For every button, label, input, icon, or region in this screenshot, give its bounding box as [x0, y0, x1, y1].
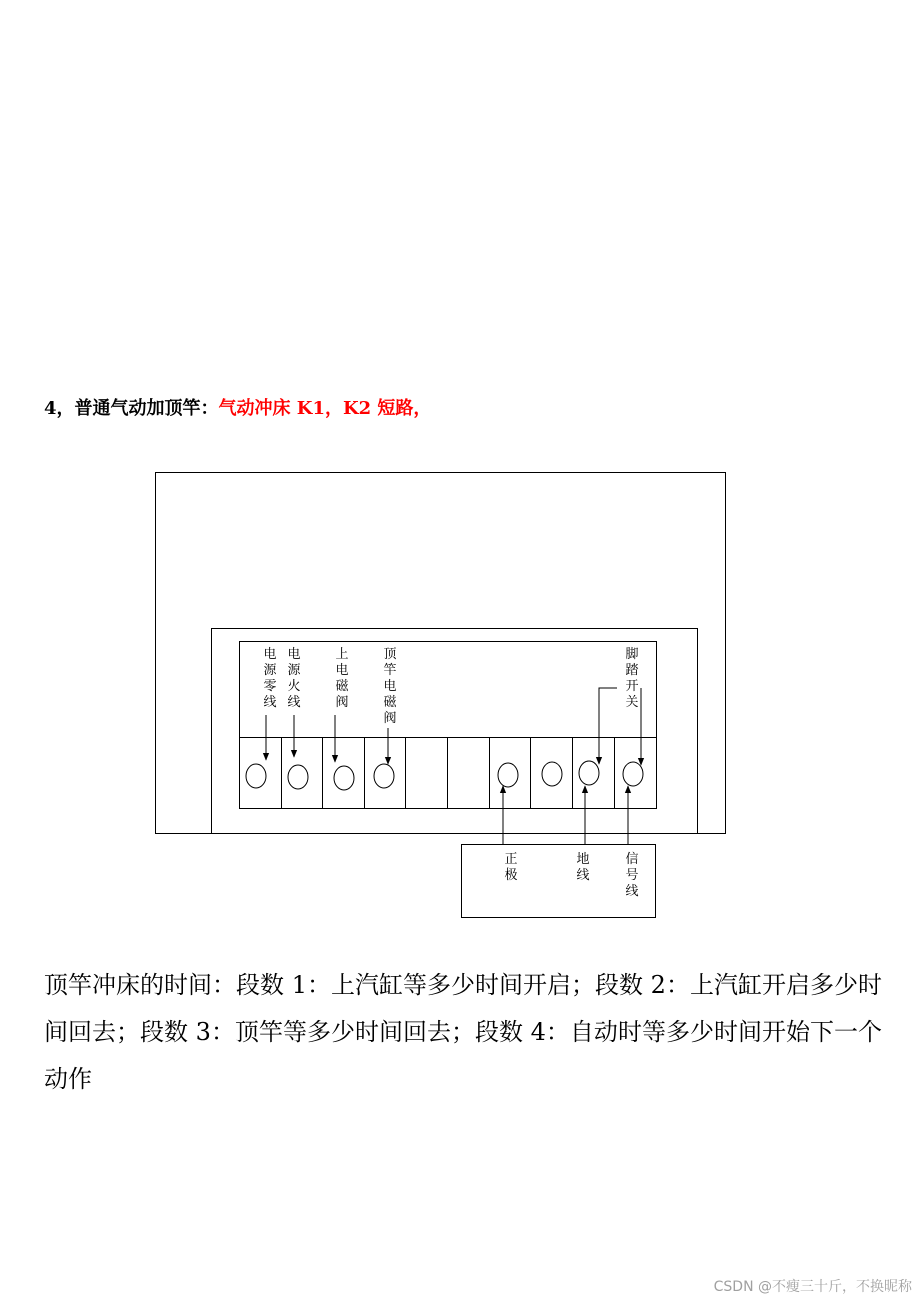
- terminal-7: [498, 763, 518, 787]
- outer-housing: [156, 473, 726, 834]
- terminal-9: [579, 761, 599, 785]
- input-label: 信号线: [625, 852, 639, 899]
- terminal-10: [623, 762, 643, 786]
- heading-title: 普通气动加顶竿：: [74, 398, 219, 419]
- timing-description: 顶竿冲床的时间：段数 1：上汽缸等多少时间开启；段数 2：上汽缸开启多少时间回去；段数 3：顶竿等多少时间回去；段数 4：自动时等多少时间开始下一个动作: [44, 971, 882, 1093]
- terminal-1: [246, 764, 266, 788]
- input-label: 正极: [504, 852, 518, 883]
- terminal-label: 电源零线: [263, 647, 277, 710]
- terminal-label: 电源火线: [287, 647, 301, 710]
- terminal-label: 上电磁阀: [335, 647, 349, 710]
- watermark: CSDN @不瘦三十斤，不换昵称: [713, 1279, 912, 1295]
- terminal-2: [288, 765, 308, 789]
- terminal-label: 顶竿电磁阀: [383, 647, 397, 726]
- heading-number: 4，: [44, 398, 75, 419]
- heading-note-red: 气动冲床 K1，K2 短路，: [218, 398, 432, 419]
- terminal-8: [542, 762, 562, 786]
- terminal-3: [334, 766, 354, 790]
- terminal-labels: [263, 646, 638, 726]
- input-labels: [504, 851, 638, 899]
- terminal-4: [374, 764, 394, 788]
- input-label: 地线: [576, 852, 590, 883]
- terminal-label: 脚踏开关: [625, 647, 639, 710]
- terminal-label-area: [240, 642, 657, 738]
